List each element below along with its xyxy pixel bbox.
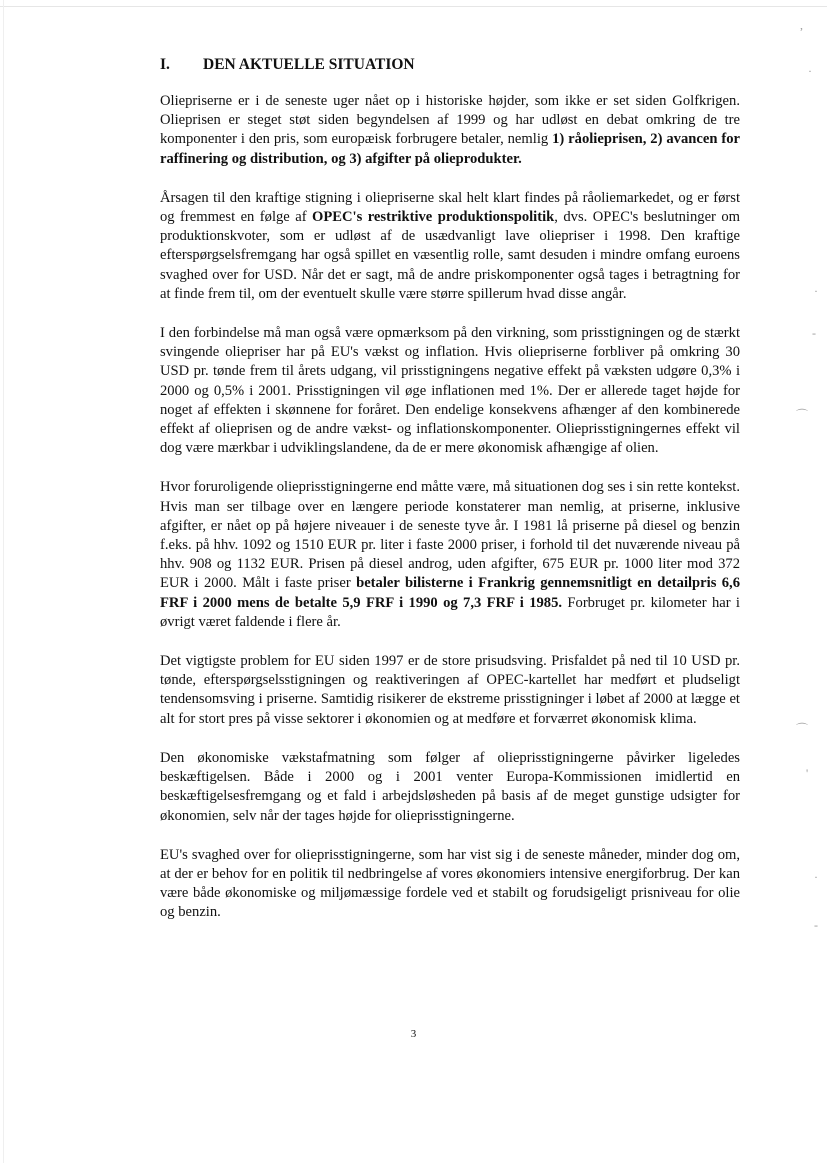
paragraph bbox=[160, 846, 740, 923]
scan-mark: · bbox=[814, 870, 818, 884]
paragraph bbox=[160, 189, 740, 304]
text-run: EU's svaghed over for olieprisstigningerne, som har vist sig i de seneste måneder, minder dog om, at der er behov for en politik til nedbringelse af vores økonomiers intensive energiforbrug. Der kan være både økonomiske og miljømæssige fordele ved et stabilt og forudsigeligt prisniveau for olie og benzin. bbox=[160, 846, 740, 921]
page-number: 3 bbox=[410, 1028, 417, 1040]
text-run: Hvor foruroligende olieprisstigningerne end måtte være, må situationen dog ses i sin rette kontekst. Hvis man ser tilbage over en længere periode konstaterer man nemlig, at priserne, inklusive afgifter, er nået op på højere niveauer i de seneste tyve år. I 1981 lå priserne på diesel og benzin f.eks. på hhv. 1092 og 1510 EUR pr. liter i faste 2000 priser, i forhold til det nuværende niveau på hhv. 908 og 1132 EUR. Prisen på diesel androg, uden afgifter, 675 EUR pr. 1000 liter mod 372 EUR i 2000. Målt i faste priser bbox=[160, 479, 740, 592]
scan-mark: , bbox=[800, 18, 803, 32]
document-page bbox=[160, 56, 740, 943]
bold-run: betaler bilisterne i Frankrig gennemsnitligt en detailpris 6,6 FRF i 2000 mens de betalte 5,9 FRF i 1990 og 7,3 FRF i 1985. bbox=[160, 575, 740, 611]
scan-mark: - bbox=[812, 326, 816, 340]
text-run: , dvs. OPEC's beslutninger om produktionskvoter, som er udløst af de usædvanligt lave oliepriser i 1998. Den kraftige efterspørgselsfremgang har også spillet en væsentlig rolle, samt desuden i mindre omfang euroens svaghed over for USD. Når det er sagt, må de andre priskomponenter også tages i betragtning for at finde frem til, om der eventuelt skulle være større spillerum hvad disse angår. bbox=[160, 209, 740, 302]
text-run: Forbruget pr. kilometer har i øvrigt været faldende i flere år. bbox=[160, 594, 740, 630]
text-run: Den økonomiske vækstafmatning som følger af olieprisstigningerne påvirker ligeledes beskæftigelsen. Både i 2000 og i 2001 venter Europa-Kommissionen imidlertid en beskæftigelsesfremgang og et fald i arbejdsløsheden på basis af de meget gunstige udsigter for økonomien, selv når der tages højde for olieprisstigningerne. bbox=[160, 749, 740, 824]
text-run: I den forbindelse må man også være opmærksom på den virkning, som prisstigningen og de stærkt svingende oliepriser har på EU's vækst og inflation. Hvis oliepriserne forbliver på omkring 30 USD pr. tønde frem til årets udgang, vil prisstigningens negative effekt på væksten udgøre 0,3% i 2000 og 0,5% i 2001. Prisstigningen vil øge inflationen med 1%. Der er allerede taget højde for noget af effekten i skønnene for foråret. Den endelige konsekvens afhænger af den kombinerede effekt af olieprisen og de andre vækst- og inflationskomponenter. Olieprisstigningernes effekt vil dog være mærkbar i udviklingslandene, da de er mere økonomisk afhængige af olien. bbox=[160, 325, 740, 457]
section-heading bbox=[160, 56, 740, 74]
paragraph bbox=[160, 478, 740, 632]
scan-edge-top bbox=[0, 6, 827, 7]
scan-mark: - bbox=[814, 918, 818, 932]
paragraph bbox=[160, 324, 740, 458]
bold-run: OPEC's restriktive produktionspolitik bbox=[312, 209, 555, 226]
scan-edge-left bbox=[3, 0, 4, 1163]
body-text bbox=[160, 92, 740, 923]
scan-mark: ⌒ bbox=[796, 722, 809, 736]
text-run: Oliepriserne er i de seneste uger nået op i historiske højder, som ikke er set siden Golfkrigen. Olieprisen er steget støt siden begyndelsen af 1999 og har udløst en debat omkring de tre komponenter i den pris, som europæisk forbrugere betaler, nemlig bbox=[160, 93, 740, 148]
paragraph bbox=[160, 749, 740, 826]
scan-mark: ⌒ bbox=[796, 408, 809, 422]
bold-run: 1) råolieprisen, 2) avancen for raffinering og distribution, og 3) afgifter på olieprodukter. bbox=[160, 131, 740, 167]
paragraph bbox=[160, 92, 740, 169]
paragraph bbox=[160, 652, 740, 729]
scan-mark: · bbox=[808, 64, 812, 78]
section-number: I. bbox=[160, 56, 170, 73]
section-title: DEN AKTUELLE SITUATION bbox=[203, 56, 415, 73]
text-run: Årsagen til den kraftige stigning i oliepriserne skal helt klart findes på råoliemarkedet, og er først og fremmest en følge af bbox=[160, 189, 740, 226]
scan-mark: ' bbox=[806, 766, 809, 780]
text-run: Det vigtigste problem for EU siden 1997 er de store prisudsving. Prisfaldet på ned til 10 USD pr. tønde, efterspørgselsstigningen og reaktiveringen af OPEC-kartellet har medført et pludseligt tendensomsving i priserne. Samtidig risikerer de ekstreme prisstigninger i løbet af 2000 at lægge et alt for stort pres på visse sektorer i økonomien og at medføre et forværret økonomisk klima. bbox=[160, 653, 740, 727]
scan-mark: · bbox=[814, 284, 818, 298]
